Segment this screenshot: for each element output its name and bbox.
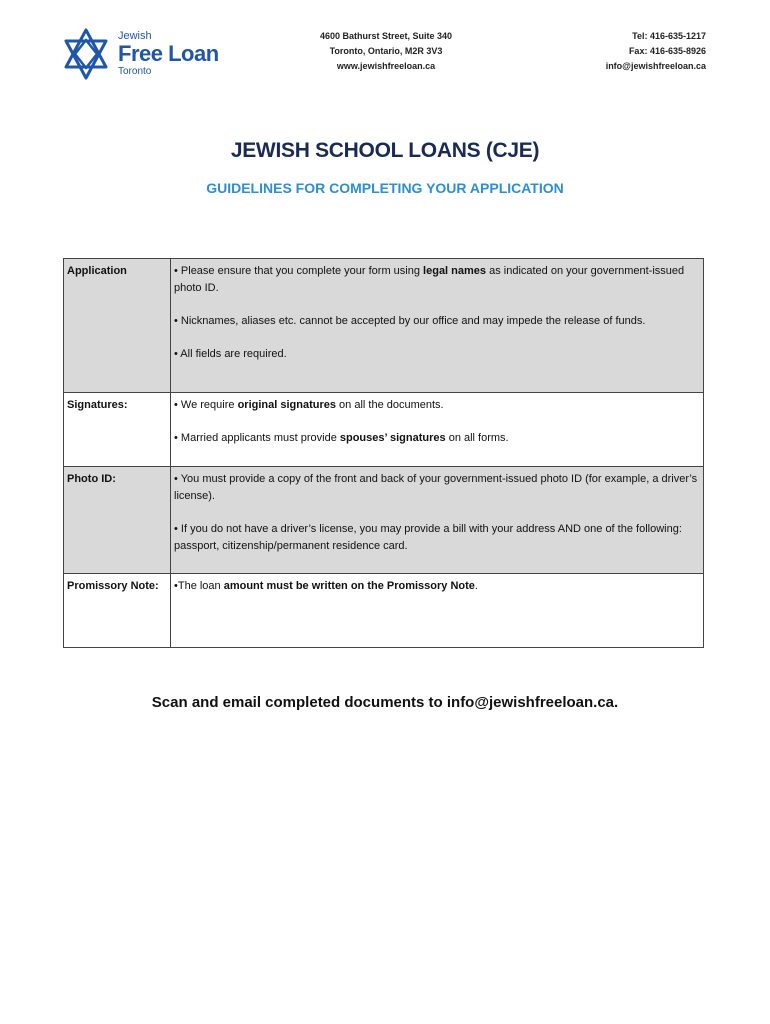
row-label-signatures: Signatures:: [64, 393, 171, 467]
contact-info: [606, 29, 706, 74]
bullet-spouses-signatures: • Married applicants must provide spouses’ signatures on all forms.: [174, 432, 509, 444]
bullet-all-fields: • All fields are required.: [174, 348, 287, 360]
submission-instructions: Scan and email completed documents to info@jewishfreeloan.ca.: [151, 694, 619, 711]
table-row-photo-id: [64, 467, 704, 574]
row-label-photo-id: Photo ID:: [64, 467, 171, 574]
jewish-free-loan-logo: [62, 27, 219, 81]
contact-phone: Tel: 416-635-1217: [632, 31, 706, 41]
bullet-nicknames: • Nicknames, aliases etc. cannot be accepted by our office and may impede the release of funds.: [174, 315, 646, 327]
logo-line-free-loan: Free Loan: [118, 41, 219, 66]
address-website-link[interactable]: www.jewishfreeloan.ca: [336, 61, 436, 71]
table-row-application: [64, 259, 704, 393]
guidelines-table: [63, 258, 704, 648]
office-address: [306, 29, 466, 74]
star-of-david-logo-icon: [62, 27, 110, 81]
logo-line-jewish: Jewish: [118, 30, 152, 42]
row-content-promissory-note: [171, 574, 704, 648]
row-content-photo-id: [171, 467, 704, 574]
address-street: 4600 Bathurst Street, Suite 340: [319, 31, 453, 41]
logo-line-toronto: Toronto: [118, 66, 152, 77]
row-content-application: [171, 259, 704, 393]
address-city: Toronto, Ontario, M2R 3V3: [329, 46, 443, 56]
bullet-loan-amount: •The loan amount must be written on the Promissory Note.: [174, 580, 478, 592]
table-row-promissory-note: [64, 574, 704, 648]
page-title: JEWISH SCHOOL LOANS (CJE): [230, 139, 540, 162]
bullet-original-signatures: • We require original signatures on all the documents.: [174, 399, 444, 411]
bullet-no-license-alternative: • If you do not have a driver’s license, you may provide a bill with your address AND one of the following: passport, citizenship/permanent residence card.: [174, 523, 682, 552]
page-subtitle: GUIDELINES FOR COMPLETING YOUR APPLICATION: [206, 180, 564, 196]
bullet-photo-id-copy: • You must provide a copy of the front and back of your government-issued photo ID (for example, a driver’s license).: [174, 473, 698, 502]
row-content-signatures: [171, 393, 704, 467]
row-label-application: Application: [64, 259, 171, 393]
contact-email-link[interactable]: info@jewishfreeloan.ca: [605, 61, 706, 71]
row-label-promissory-note: Promissory Note:: [64, 574, 171, 648]
contact-fax: Fax: 416-635-8926: [628, 46, 706, 56]
table-row-signatures: [64, 393, 704, 467]
bullet-legal-names: • Please ensure that you complete your form using legal names as indicated on your government-issued photo ID.: [174, 265, 685, 294]
logo-wordmark: [118, 31, 219, 77]
